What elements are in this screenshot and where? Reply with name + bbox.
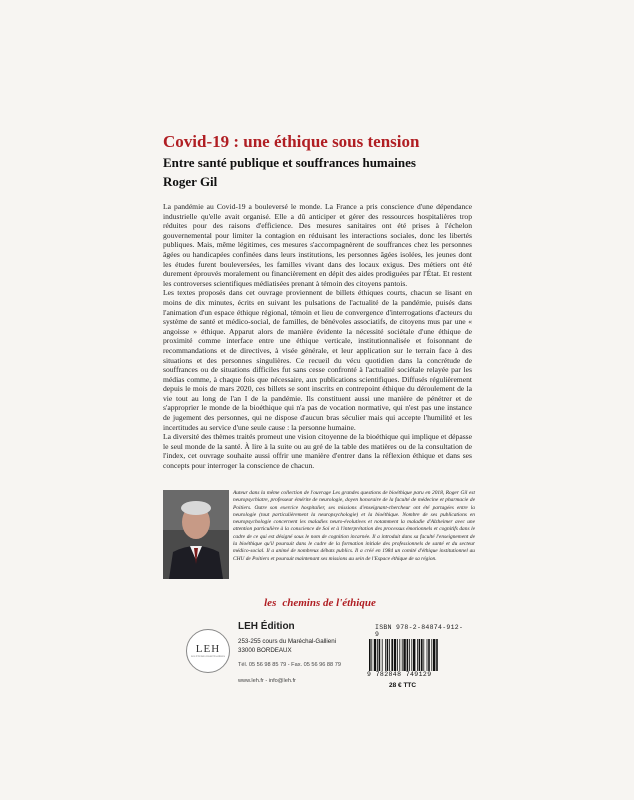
barcode-bar <box>431 639 432 671</box>
isbn-block <box>367 624 467 689</box>
blurb-paragraph-1: La pandémie au Covid-19 a bouleversé le monde. La France a pris conscience d'une dépendance industrielle qu'elle avait organisé. Elle a dû anticiper et gérer des ressources hospitalières trop réduites pour des raisons d'efficience. Des mesures sanitaires ont été prises à l'échelon gouvernemental pour limiter la contagion en réduisant les interactions sociales, donc les libertés publiques. Mais, même légitimes, ces mesures s'accompagnèrent de souffrances chez les personnes âgées ou handicapées confinées dans leurs institutions, les personnes âgées isolées, les jeunes dont les études furent bouleversées, les familles vivant dans des locaux exigus. Des métiers ont été durement éprouvés moralement ou financièrement en dépit des aides prodiguées par l'État. Et restent les controverses scientifiques médiatisées prenant à témoin des citoyens pantois. <box>163 202 472 288</box>
price: 28 € TTC <box>389 682 417 689</box>
book-title: Covid-19 : une éthique sous tension <box>163 132 420 151</box>
barcode-bar <box>377 639 378 671</box>
publisher-phone: Tél. 05 56 98 85 79 - Fax. 05 56 96 88 79 <box>238 662 341 668</box>
blurb-text <box>163 202 472 471</box>
barcode-bar <box>409 639 410 671</box>
barcode-digits: 9 782848 749129 <box>367 671 432 678</box>
barcode-bar <box>385 639 386 671</box>
logo-subtext: LES ÉTUDES HOSPITALIÈRES <box>190 655 226 658</box>
collection-prefix: les <box>264 597 277 609</box>
book-subtitle: Entre santé publique et souffrances humaines <box>163 155 416 170</box>
barcode-bar <box>371 639 372 671</box>
barcode-bar <box>421 639 423 671</box>
author-section <box>163 490 475 582</box>
barcode-bar <box>382 639 383 671</box>
book-author: Roger Gil <box>163 174 218 189</box>
barcode-bar <box>369 639 371 671</box>
collection-name <box>0 597 634 609</box>
barcode-bar <box>389 639 390 671</box>
publisher-address-2: 33000 BORDEAUX <box>238 647 292 654</box>
barcode-bar <box>402 639 403 671</box>
barcode-bar <box>399 639 400 671</box>
barcode-bar <box>394 639 396 671</box>
isbn-label: ISBN 978-2-84874-912-9 <box>375 624 464 638</box>
barcode-bar <box>387 639 389 671</box>
barcode-bar <box>417 639 418 671</box>
author-photo <box>163 490 229 579</box>
barcode-icon <box>367 639 467 671</box>
publisher-address-1: 253-255 cours du Maréchal-Gallieni <box>238 638 337 645</box>
barcode-bar <box>413 639 415 671</box>
blurb-paragraph-2: Les textes proposés dans cet ouvrage proviennent de billets éthiques courts, chacun se lisant en moins de dix minutes, écrits en suivant les pulsations de l'actualité de la pandémie, puisés dans l'animation d'un espace éthique régional, témoin et lieu de convergence d'interrogations d'acteurs du système de santé et médico-social, de familles, de bénévoles associatifs, de citoyens mus par une « angoisse » éthique. Apparut alors de manière évidente la nécessité sociétale d'une éthique de proximité comme interface entre une éthique verticale, institutionnalisée et foisonnant de recommandations et de directives, à visée générale, et leur application sur le terrain face à des situations et des personnes singulières. Ce recueil du vécu quotidien dans la concrétude de souffrances ou de situations difficiles fut sans cesse confronté à l'actualité sociétale relayée par les médias comme, à chaque fois que nécessaire, aux publications scientifiques. Diffusés régulièrement depuis le mois de mars 2020, ces billets se sont inscrits en contrepoint éthique du déroulement de la vie tout au long de l'an I de la pandémie. Ils constituent aussi une manière de pénétrer et de s'approprier le monde de la bioéthique qui n'a pas de vocation normative, qui n'est pas une instance de jugement des personnes, qui ne dispose d'aucun bras séculier mais qui accepte l'humilité et les incertitudes au service d'une seule cause : la personne humaine. <box>163 288 472 432</box>
blurb-paragraph-3: La diversité des thèmes traités promeut une vision citoyenne de la bioéthique qui implique et dépasse le seul monde de la santé. À lire à la suite ou au gré de la table des matières ou de la consultation de l'index, cet ouvrage souhaite aussi offrir une manière d'entrer dans la réflexion éthique et dans ses concepts pour interroger la conscience de chacun. <box>163 432 472 471</box>
barcode-bar <box>436 639 438 671</box>
barcode-bar <box>374 639 376 671</box>
barcode-bar <box>391 639 393 671</box>
barcode-bar <box>423 639 424 671</box>
barcode-bar <box>427 639 428 671</box>
barcode-bar <box>407 639 409 671</box>
logo-text: LEH <box>195 643 221 655</box>
barcode-bar <box>379 639 381 671</box>
publisher-logo <box>186 629 230 673</box>
author-portrait-icon <box>163 490 229 579</box>
barcode-bar <box>397 639 398 671</box>
barcode-bar <box>403 639 405 671</box>
barcode-bar <box>433 639 435 671</box>
barcode-bar <box>419 639 421 671</box>
publisher-web: www.leh.fr - info@leh.fr <box>238 678 296 684</box>
barcode-bar <box>411 639 412 671</box>
barcode-bar <box>428 639 430 671</box>
publisher-name: LEH Édition <box>238 621 295 632</box>
collection-title: chemins de l'éthique <box>282 597 376 609</box>
author-bio: Auteur dans la même collection de l'ouvrage Les grandes questions de bioéthique paru en 2018, Roger Gil est neuropsychiatre, professeur émérite de neurologie, doyen honoraire de la faculté de médecine et pharmacie de Poitiers. Outre son exercice hospitalier, ses missions d'enseignant-chercheur ont été partagées entre la neurologie (tout particulièrement la neuropsychologie) et la bioéthique. Nombre de ses publications en neuropsychologie concernent les maladies neuro-évolutives et notamment la maladie d'Alzheimer avec une attention particulière à la conscience de Soi et à l'interprétation des processus émotionnels et cognitifs dans le cadre de ce qui est désigné sous le nom de cognition incarnée. Il a introduit dans sa faculté l'enseignement de la bioéthique qu'il poursuit dans le cadre de la formation initiale des professionnels de santé et du secteur médico-social. Il a animé de nombreux débats publics. Il a créé en 1984 un comité d'éthique institutionnel au CHU de Poitiers et poursuit maintenant ses missions au sein de l'Espace éthique de sa région. <box>233 490 475 562</box>
publisher-info <box>238 621 388 685</box>
